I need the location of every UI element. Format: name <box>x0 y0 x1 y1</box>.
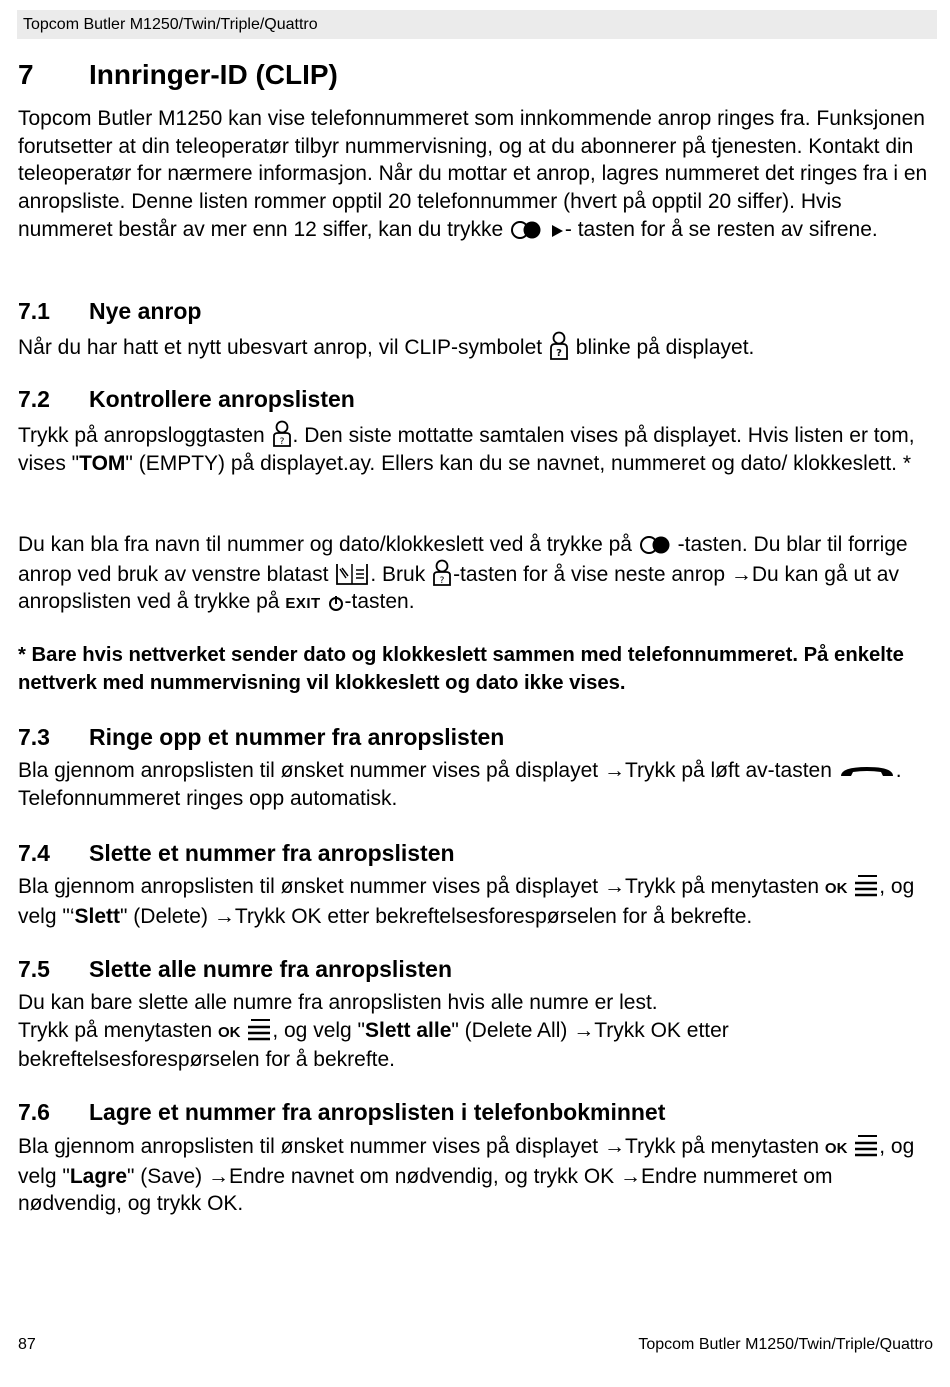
subsection-heading-7-4 <box>18 838 455 868</box>
subsection-title: Nye anrop <box>89 298 202 324</box>
paragraph-text: Bla gjennom anropslisten til ønsket nummer vises på displayet →Trykk på løft av-tasten <box>18 759 832 782</box>
footer-title: Topcom Butler M1250/Twin/Triple/Quattro <box>638 1336 933 1353</box>
paragraph-text: . Telefonnummeret ringes opp automatisk. <box>18 759 902 810</box>
paragraph-7-1 <box>18 331 933 362</box>
power-key-icon <box>327 594 345 612</box>
paragraph-text: . Bruk <box>370 562 426 586</box>
ok-menu-key-icon: OK <box>217 1023 241 1041</box>
subsection-title: Slette et nummer fra anropslisten <box>89 840 455 866</box>
subsection-number: 7.6 <box>18 1099 50 1125</box>
paragraph-7-4 <box>18 873 933 930</box>
paragraph-text: Du kan bare slette alle numre fra anropslisten hvis alle numre er lest. <box>18 991 658 1014</box>
ok-menu-key-icon: OK <box>824 880 848 897</box>
paragraph-7-2-browse <box>18 531 933 618</box>
paragraph-text: Når du har hatt et nytt ubesvart anrop, vil CLIP-symbolet <box>18 336 543 359</box>
intro-text-end: tasten for å se resten av sifrene. <box>577 217 878 241</box>
subsection-number: 7.3 <box>18 724 50 750</box>
svg-text:?: ? <box>439 575 445 586</box>
paragraph-text: " (Delete All) →Trykk OK etter bekreftelsesforespørselen for å bekrefte. <box>18 1018 729 1072</box>
subsection-heading-7-3 <box>18 722 504 752</box>
circle-toggle-key-icon <box>638 535 672 555</box>
paragraph-bold: TOM <box>79 451 126 475</box>
svg-text:?: ? <box>556 348 562 359</box>
paragraph-text: Bla gjennom anropslisten til ønsket nummer vises på displayet →Trykk på menytasten <box>18 1135 820 1158</box>
intro-text-dash: - <box>564 217 572 241</box>
subsection-heading-7-2 <box>18 384 355 414</box>
subsection-number: 7.1 <box>18 298 50 324</box>
subsection-number: 7.4 <box>18 840 50 866</box>
paragraph-text: -tasten for å vise neste anrop →Du kan gå ut av anropslisten ved å trykke på <box>18 562 899 614</box>
paragraph-text: -tasten. <box>344 590 415 614</box>
paragraph-text: " (Save) →Endre navnet om nødvendig, og trykk OK →Endre nummeret om nødvendig, og trykk OK. <box>18 1164 833 1216</box>
exit-key-icon: EXIT <box>285 595 321 613</box>
section-number: 7 <box>18 59 34 90</box>
paragraph-text: " (Delete) →Trykk OK etter bekreftelsesforespørselen for å bekrefte. <box>120 904 753 928</box>
call-log-key-icon <box>271 420 293 448</box>
paragraph-text: . Den siste mottatte samtalen vises på displayet. Hvis listen er tom, vises " <box>18 424 915 475</box>
paragraph-text: Du kan bla fra navn til nummer og dato/klokkeslett ved å trykke på <box>18 533 632 556</box>
intro-paragraph <box>18 105 933 244</box>
paragraph-text: Trykk på anropsloggtasten <box>18 424 265 447</box>
phonebook-scroll-key-icon <box>334 561 370 587</box>
menu-lines-icon <box>853 873 879 897</box>
page-number: 87 <box>18 1336 36 1353</box>
clip-symbol-icon <box>548 331 570 361</box>
section-title: Innringer-ID (CLIP) <box>89 59 338 90</box>
paragraph-text: Bla gjennom anropslisten til ønsket nummer vises på displayet →Trykk på menytasten <box>18 875 820 898</box>
paragraph-bold: Slett <box>74 904 120 928</box>
paragraph-bold: Lagre <box>69 1164 128 1188</box>
subsection-title: Ringe opp et nummer fra anropslisten <box>89 724 505 750</box>
subsection-heading-7-5 <box>18 954 452 984</box>
subsection-number: 7.5 <box>18 956 50 982</box>
subsection-heading-7-6 <box>18 1097 665 1127</box>
paragraph-text: , og velg " <box>18 1135 915 1188</box>
menu-lines-icon <box>246 1017 272 1041</box>
footnote-paragraph: * Bare hvis nettverket sender dato og klokkeslett sammen med telefonnummeret. På enkelte nettverk med nummervisning vil klokkeslett og dato ikke vises. <box>18 644 904 694</box>
paragraph-7-3 <box>18 757 933 812</box>
call-log-key-icon <box>431 559 453 587</box>
paragraph-text: -tasten. Du blar til forrige anrop ved bruk av venstre blatast <box>18 533 908 586</box>
paragraph-text: blinke på displayet. <box>575 336 755 359</box>
paragraph-text: , og velg "‘ <box>18 875 915 928</box>
right-arrow-key-icon <box>549 222 565 240</box>
subsection-title: Kontrollere anropslisten <box>89 386 355 412</box>
circle-toggle-key-icon <box>509 220 543 240</box>
ok-menu-key-icon: OK <box>824 1140 848 1157</box>
paragraph-7-6 <box>18 1133 933 1218</box>
paragraph-7-5 <box>18 989 933 1074</box>
subsection-title: Lagre et nummer fra anropslisten i telefonbokminnet <box>89 1099 666 1125</box>
subsection-number: 7.2 <box>18 386 50 412</box>
subsection-title: Slette alle numre fra anropslisten <box>89 956 453 982</box>
paragraph-7-2 <box>18 420 933 477</box>
intro-text: Topcom Butler M1250 kan vise telefonnummeret som innkommende anrop ringes fra. Funksjonen forutsetter at din teleoperatør tilbyr nummervisning, og at du abonnerer på tjenesten. Kontakt din teleoperatør for nærmere informasjon. Når du mottar et anrop, lagres nummeret det ringes fra i en anropsliste. Denne listen rommer opptil 20 telefonnummer (hvert på opptil 20 siffer). Hvis nummeret består av mer enn 12 siffer, kan du trykke <box>18 107 928 241</box>
paragraph-text: , og velg " <box>272 1018 366 1042</box>
section-heading <box>18 56 338 94</box>
menu-lines-icon <box>853 1133 879 1157</box>
paragraph-bold: Slett alle <box>365 1018 452 1042</box>
svg-text:?: ? <box>279 437 284 447</box>
handset-key-icon <box>838 764 896 778</box>
paragraph-text: " (EMPTY) på displayet.ay. Ellers kan du se navnet, nummeret og dato/ klokkeslett. * <box>125 451 912 475</box>
subsection-heading-7-1 <box>18 296 201 326</box>
paragraph-text: Trykk på menytasten <box>18 1018 213 1042</box>
page-header: Topcom Butler M1250/Twin/Triple/Quattro <box>17 10 937 39</box>
